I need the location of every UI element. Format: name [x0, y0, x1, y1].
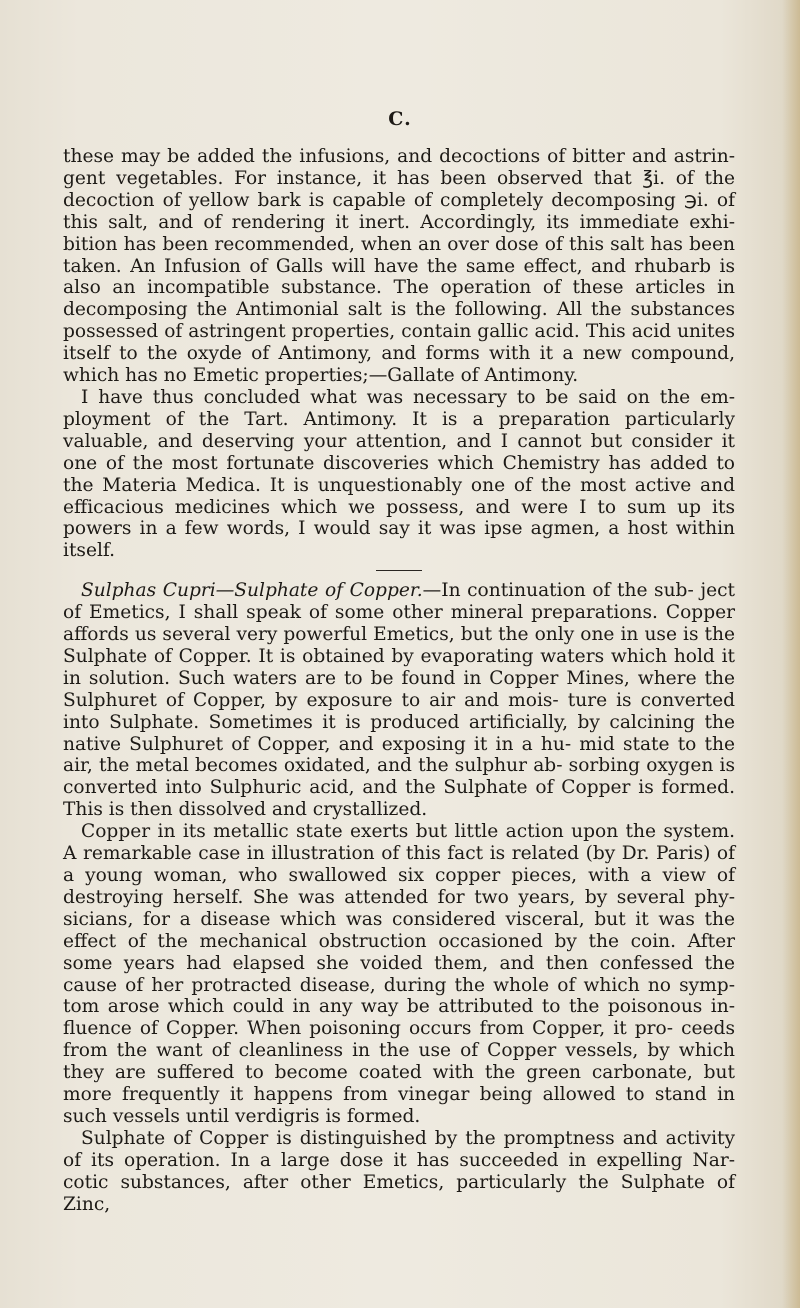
body-text [63, 146, 735, 1216]
divider-rule [376, 570, 422, 571]
paragraph-tart-antimony: I have thus concluded what was necessary to be said on the em- ployment of the Tart. Antimony. It is a preparation particularly valuable, and deserving your attention, and I cannot but consider it one of the most fortunate discoveries which Chemistry has added to the Materia Medica. It is unquestionably one of the most active and efficacious medicines which we possess, and were I to sum up its powers in a few words, I would say it was ipse agmen, a host within itself. [63, 386, 735, 562]
paragraph-sulphate-operation: Sulphate of Copper is distinguished by the promptness and activity of its operation. In a large dose it has succeeded in expelling Nar- cotic substances, after other Emetics, particularly the Sulphate of Zinc, [63, 1127, 735, 1215]
section-heading: Sulphas Cupri—Sulphate of Copper. [81, 580, 423, 602]
paragraph-metallic-copper: Copper in its metallic state exerts but little action upon the system. A remarkable case in illustration of this fact is related (by Dr. Paris) of a young woman, who swallowed six copper pieces, with a view of destroying herself. She was attended for two years, by several phy- sicians, for a disease which was considered visceral, but it was the effect of the mechanical obstruction occasioned by the coin. After some years had elapsed she voided them, and then confessed the cause of her protracted disease, during the whole of which no symp- tom arose which could in any way be attributed to the poisonous in- fluence of Copper. When poisoning occurs from Copper, it pro- ceeds from the want of cleanliness in the use of Copper vessels, by which they are suffered to become coated with the green carbonate, but more frequently it happens from vinegar being allowed to stand in such vessels until verdigris is formed. [63, 821, 735, 1127]
paragraph-sulphate-copper [63, 580, 735, 821]
section-paragraph-text: —In continuation of the sub- ject of Emetics, I shall speak of some other mineral preparations. Copper affords us several very powerful Emetics, but the only one in use is the Sulphate of Copper. It is obtained by evaporating waters which hold it in solution. Such waters are to be found in Copper Mines, where the Sulphuret of Copper, by exposure to air and mois- ture is converted into Sulphate. Sometimes it is produced artificially, by calcining the native Sulphuret of Copper, and exposing it in a hu- mid state to the air, the metal becomes oxidated, and the sulphur ab- sorbing oxygen is converted into Sulphuric acid, and the Sulphate of Copper is formed. This is then dissolved and crystallized. [63, 580, 735, 821]
signature-mark: C. [388, 108, 412, 130]
section-divider [63, 562, 735, 580]
page-edge-shadow [782, 0, 800, 1308]
paragraph-infusions: these may be added the infusions, and decoctions of bitter and astrin- gent vegetables. For instance, it has been observed that ℥i. of the decoction of yellow bark is capable of completely decomposing ℈i. of this salt, and of rendering it inert. Accordingly, its immediate exhi- bition has been recommended, when an over dose of this salt has been taken. An Infusion of Galls will have the same effect, and rhubarb is also an incompatible substance. The operation of these articles in decomposing the Antimonial salt is the following. All the substances possessed of astringent properties, contain gallic acid. This acid unites itself to the oxyde of Antimony, and forms with it a new compound, which has no Emetic properties;—Gallate of Antimony. [63, 146, 735, 387]
